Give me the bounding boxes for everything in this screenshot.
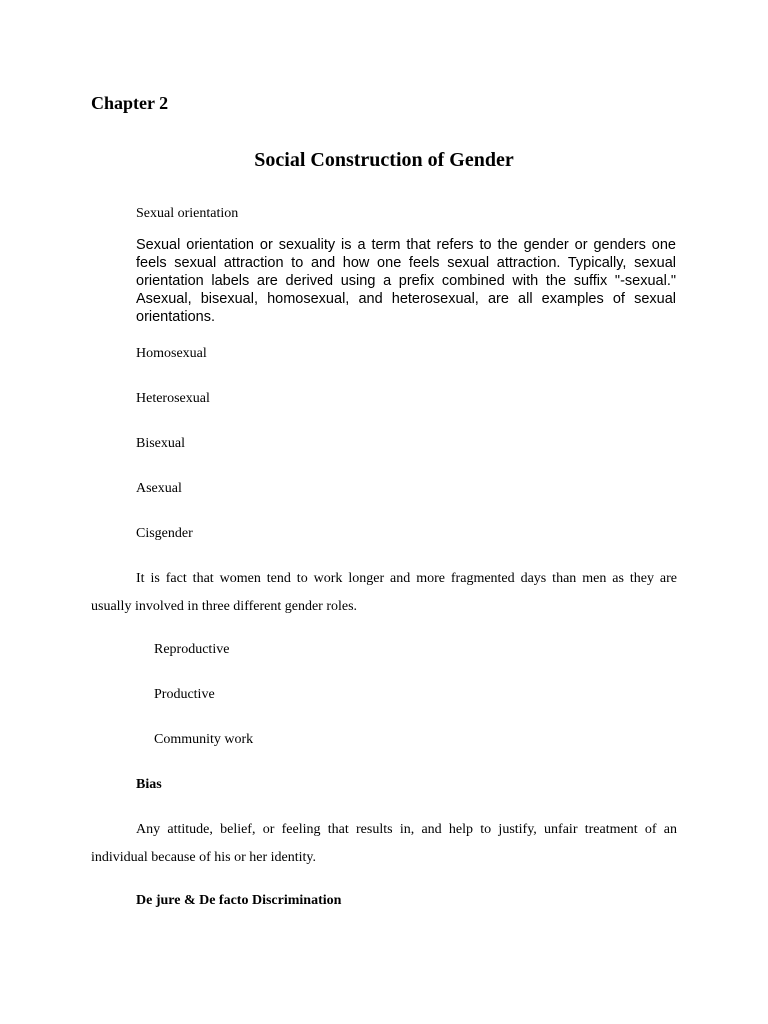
role-productive: Productive — [154, 687, 215, 702]
section-heading-sexual-orientation: Sexual orientation — [136, 206, 239, 221]
term-heterosexual: Heterosexual — [136, 391, 210, 406]
gender-roles-paragraph: It is fact that women tend to work longer and more fragmented days than men as they are usually involved in three different gender roles. — [91, 571, 677, 614]
term-bisexual: Bisexual — [136, 436, 185, 451]
discrimination-heading: De jure & De facto Discrimination — [136, 893, 342, 908]
sexual-orientation-paragraph: Sexual orientation or sexuality is a term that refers to the gender or genders one feels sexual attraction to and how one feels sexual attraction. Typically, sexual orientation labels are derived using a prefix combined with the suffix "-sexual." Asexual, bisexual, homosexual, and heterosexual, are all examples of sexual orientations. — [136, 237, 676, 325]
role-reproductive: Reproductive — [154, 642, 230, 657]
bias-paragraph: Any attitude, belief, or feeling that results in, and help to justify, unfair treatment of an individual because of his or her identity. — [91, 822, 677, 865]
chapter-title: Social Construction of Gender — [254, 149, 514, 171]
bias-heading: Bias — [136, 777, 162, 792]
chapter-label: Chapter 2 — [91, 93, 169, 113]
term-cisgender: Cisgender — [136, 526, 193, 541]
term-asexual: Asexual — [136, 481, 182, 496]
term-homosexual: Homosexual — [136, 346, 207, 361]
role-community-work: Community work — [154, 732, 254, 747]
